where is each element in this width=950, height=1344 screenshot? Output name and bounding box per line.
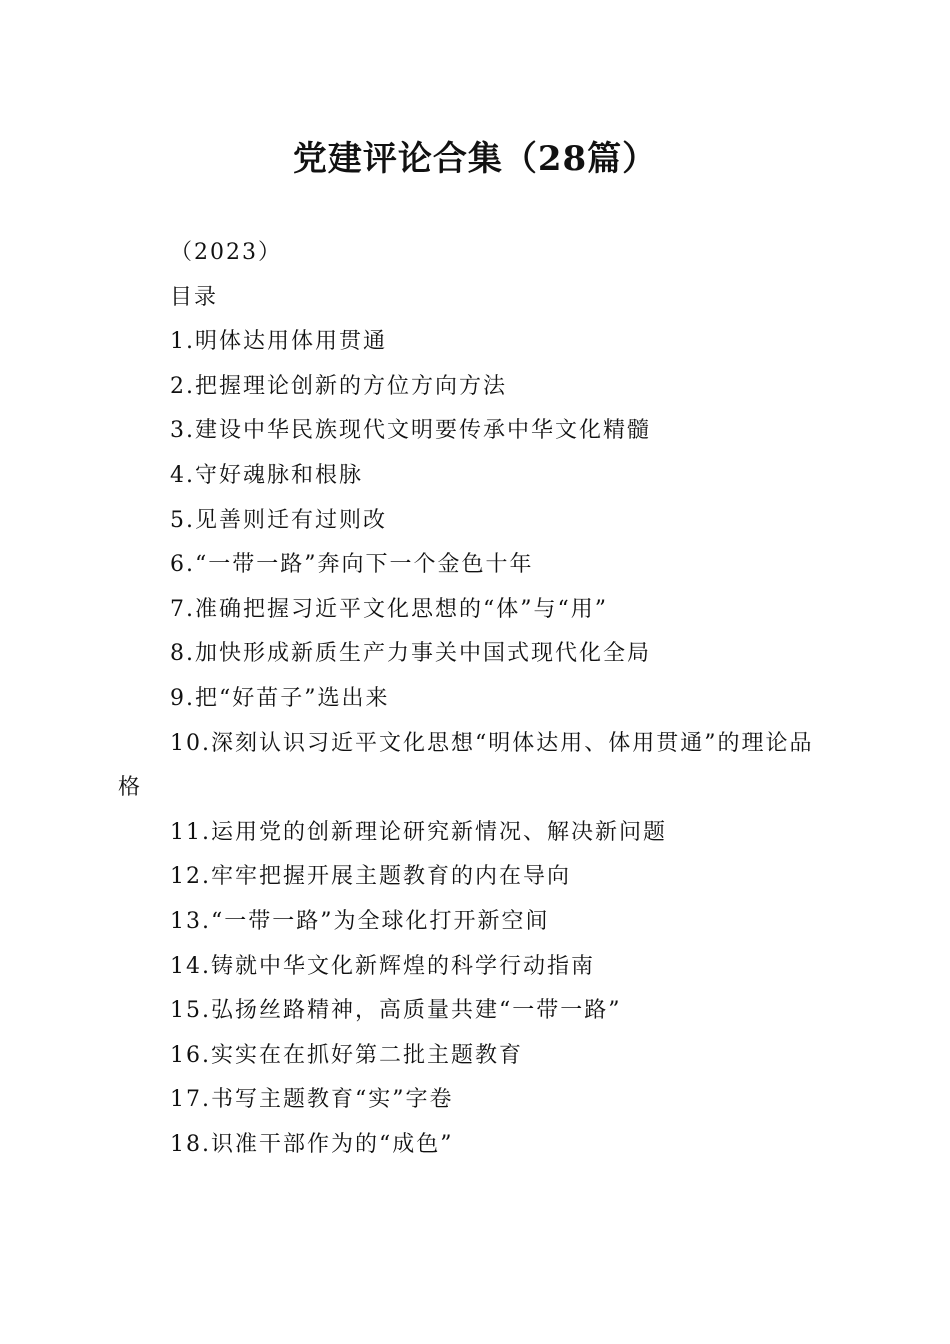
toc-item: 14.铸就中华文化新辉煌的科学行动指南 [170,953,595,979]
toc-item: 5.见善则迁有过则改 [170,507,387,533]
document-body [118,231,830,1167]
toc-item: 16.实实在在抓好第二批主题教育 [170,1042,523,1068]
toc-item: 13.“一带一路”为全球化打开新空间 [170,908,550,934]
document-title: 党建评论合集（28篇） [292,139,658,179]
toc-item: 9.把“好苗子”选出来 [170,685,390,711]
year-line: （2023） [170,240,282,265]
toc-item: 7.准确把握习近平文化思想的“体”与“用” [170,596,608,622]
toc-item: 3.建设中华民族现代文明要传承中华文化精髓 [170,418,651,444]
toc-item: 2.把握理论创新的方位方向方法 [170,373,507,399]
toc-item: 4.守好魂脉和根脉 [170,462,363,488]
toc-item: 6.“一带一路”奔向下一个金色十年 [170,552,534,578]
toc-item: 18.识准干部作为的“成色” [170,1131,454,1157]
toc-item: 12.牢牢把握开展主题教育的内在导向 [170,864,571,890]
toc-item: 10.深刻认识习近平文化思想“明体达用、体用贯通”的理论品格 [118,730,814,801]
toc-item: 17.书写主题教育“实”字卷 [170,1087,454,1113]
toc-item: 8.加快形成新质生产力事关中国式现代化全局 [170,641,651,667]
toc-heading: 目录 [170,284,219,310]
toc-item: 11.运用党的创新理论研究新情况、解决新问题 [170,819,667,845]
toc-item: 15.弘扬丝路精神，高质量共建“一带一路” [170,998,622,1024]
toc-item: 1.明体达用体用贯通 [170,329,387,355]
